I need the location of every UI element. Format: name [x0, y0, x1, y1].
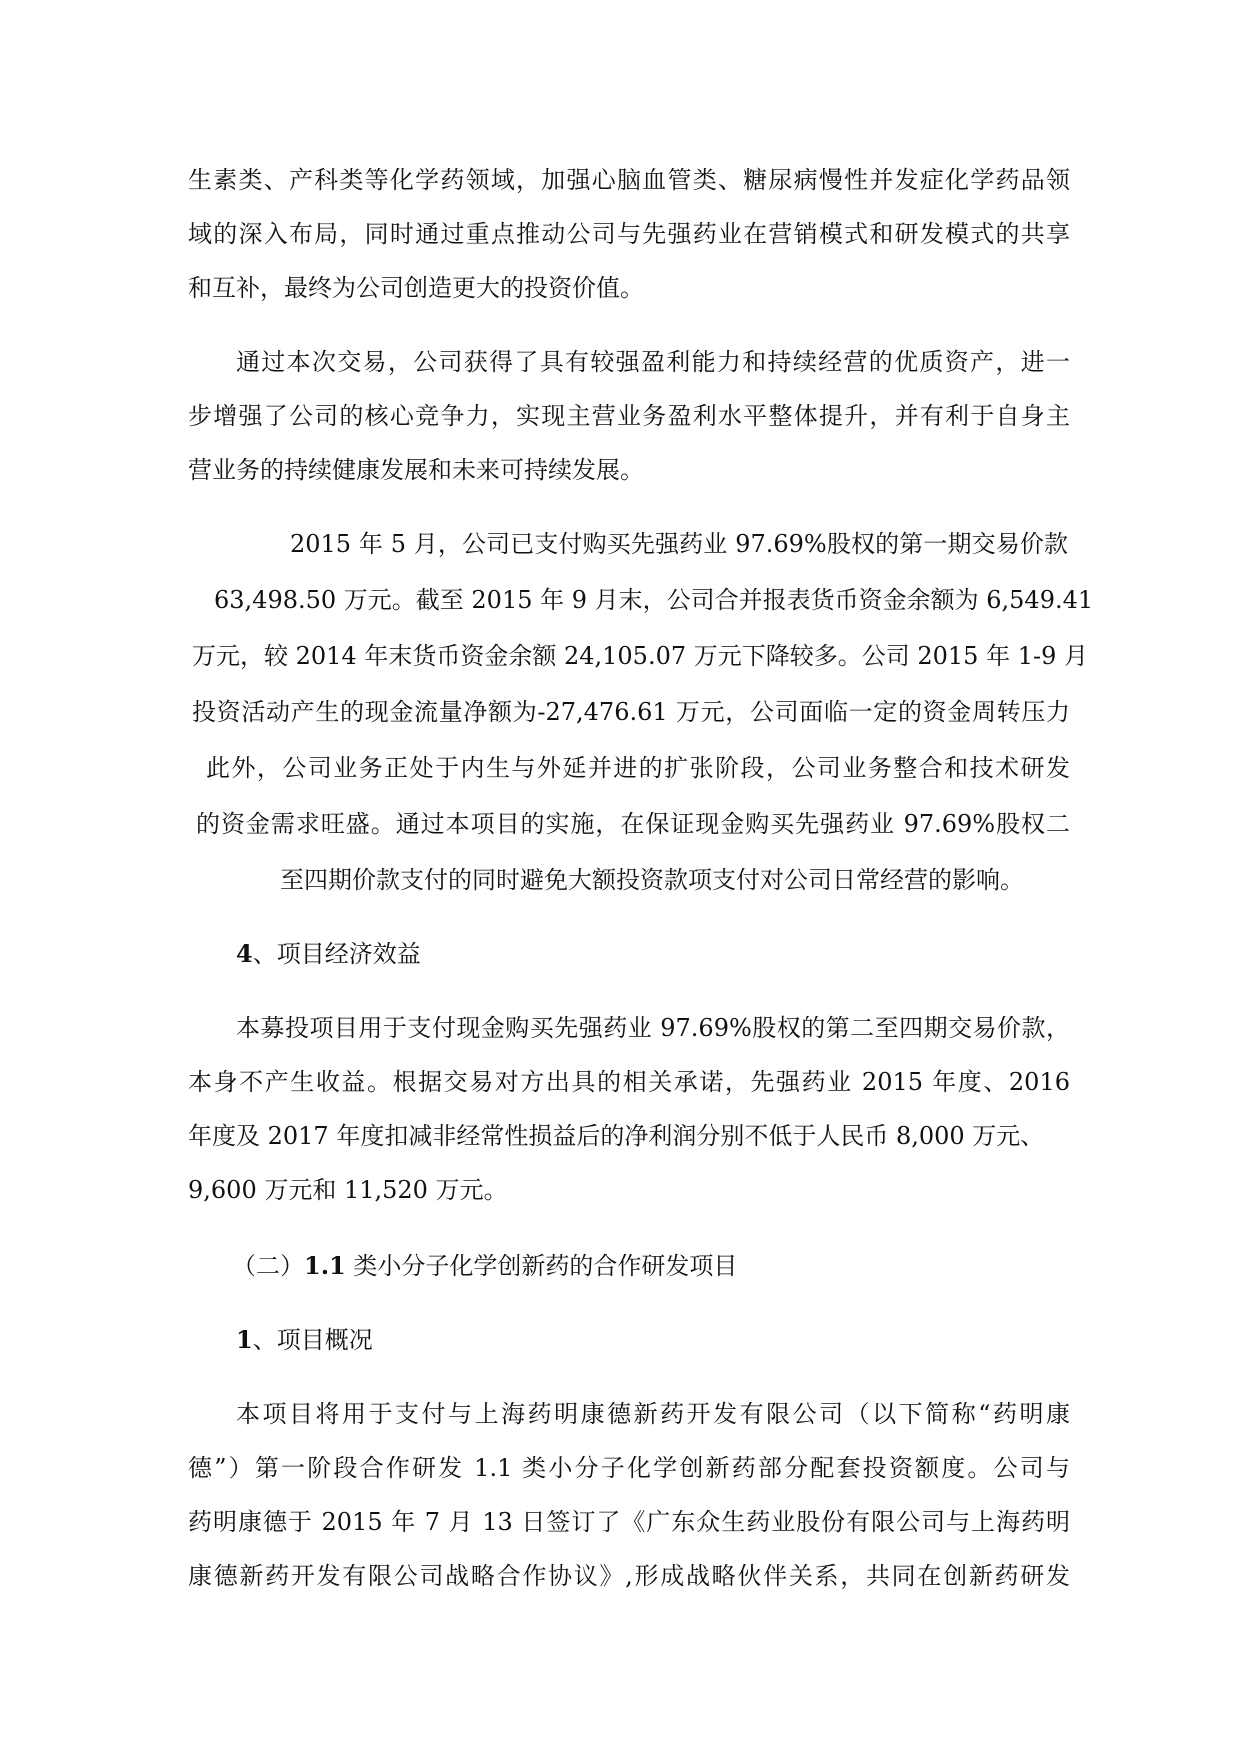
paragraph-1-line-1: 生素类、产科类等化学药领域，加强心脑血管类、糖尿病慢性并发症化学药品领 [188, 166, 1070, 194]
paragraph-3-line-2: 63,498.50 万元。截至 2015 年 9 月末，公司合并报表货币资金余额为 6,549.41 [214, 586, 1094, 614]
paragraph-4-line-4: 9,600 万元和 11,520 万元。 [188, 1176, 508, 1204]
paragraph-4-line-1: 本募投项目用于支付现金购买先强药业 97.69%股权的第二至四期交易价款， [236, 1014, 1070, 1042]
section-heading-2 [232, 1250, 737, 1282]
paragraph-5-line-3: 药明康德于 2015 年 7 月 13 日签订了《广东众生药业股份有限公司与上海药明 [188, 1508, 1070, 1536]
heading-4 [236, 938, 421, 970]
paragraph-5-line-4: 康德新药开发有限公司战略合作协议》,形成战略伙伴关系，共同在创新药研发 [188, 1562, 1070, 1590]
paragraph-3-line-6: 的资金需求旺盛。通过本项目的实施，在保证现金购买先强药业 97.69%股权二 [196, 810, 1070, 838]
paragraph-2-line-3: 营业务的持续健康发展和未来可持续发展。 [188, 456, 644, 484]
heading-4-number: 4 [236, 939, 253, 968]
paragraph-4-line-2: 本身不产生收益。根据交易对方出具的相关承诺，先强药业 2015 年度、2016 [188, 1068, 1070, 1096]
paragraph-3-line-4: 投资活动产生的现金流量净额为-27,476.61 万元，公司面临一定的资金周转压力 [192, 698, 1070, 726]
paragraph-3-line-7: 至四期价款支付的同时避免大额投资款项支付对公司日常经营的影响。 [280, 866, 1024, 894]
paragraph-3-line-1: 2015 年 5 月，公司已支付购买先强药业 97.69%股权的第一期交易价款 [290, 530, 1068, 558]
heading-1 [236, 1324, 373, 1356]
paragraph-1-line-2: 域的深入布局，同时通过重点推动公司与先强药业在营销模式和研发模式的共享 [188, 220, 1070, 248]
paragraph-3-line-5: 此外，公司业务正处于内生与外延并进的扩张阶段，公司业务整合和技术研发 [206, 754, 1070, 782]
heading-1-text: 、项目概况 [252, 1326, 373, 1354]
heading-1-number: 1 [236, 1325, 253, 1354]
paragraph-1-line-3: 和互补，最终为公司创造更大的投资价值。 [188, 274, 644, 302]
paragraph-3-line-3: 万元，较 2014 年末货币资金余额 24,105.07 万元下降较多。公司 2015 年 1-9 月 [192, 642, 1088, 670]
paragraph-5-line-1: 本项目将用于支付与上海药明康德新药开发有限公司（以下简称“药明康 [236, 1400, 1070, 1428]
paragraph-2-line-2: 步增强了公司的核心竞争力，实现主营业务盈利水平整体提升，并有利于自身主 [188, 402, 1070, 430]
paragraph-4-line-3: 年度及 2017 年度扣减非经常性损益后的净利润分别不低于人民币 8,000 万元、 [188, 1122, 1045, 1150]
section-heading-2-prefix: （二） [232, 1252, 304, 1280]
paragraph-5-line-2: 德”）第一阶段合作研发 1.1 类小分子化学创新药部分配套投资额度。公司与 [188, 1454, 1070, 1482]
heading-4-text: 、项目经济效益 [252, 940, 421, 968]
section-heading-2-number: 1.1 [304, 1251, 346, 1280]
paragraph-2-line-1: 通过本次交易，公司获得了具有较强盈利能力和持续经营的优质资产，进一 [236, 348, 1070, 376]
section-heading-2-text: 类小分子化学创新药的合作研发项目 [345, 1252, 738, 1280]
